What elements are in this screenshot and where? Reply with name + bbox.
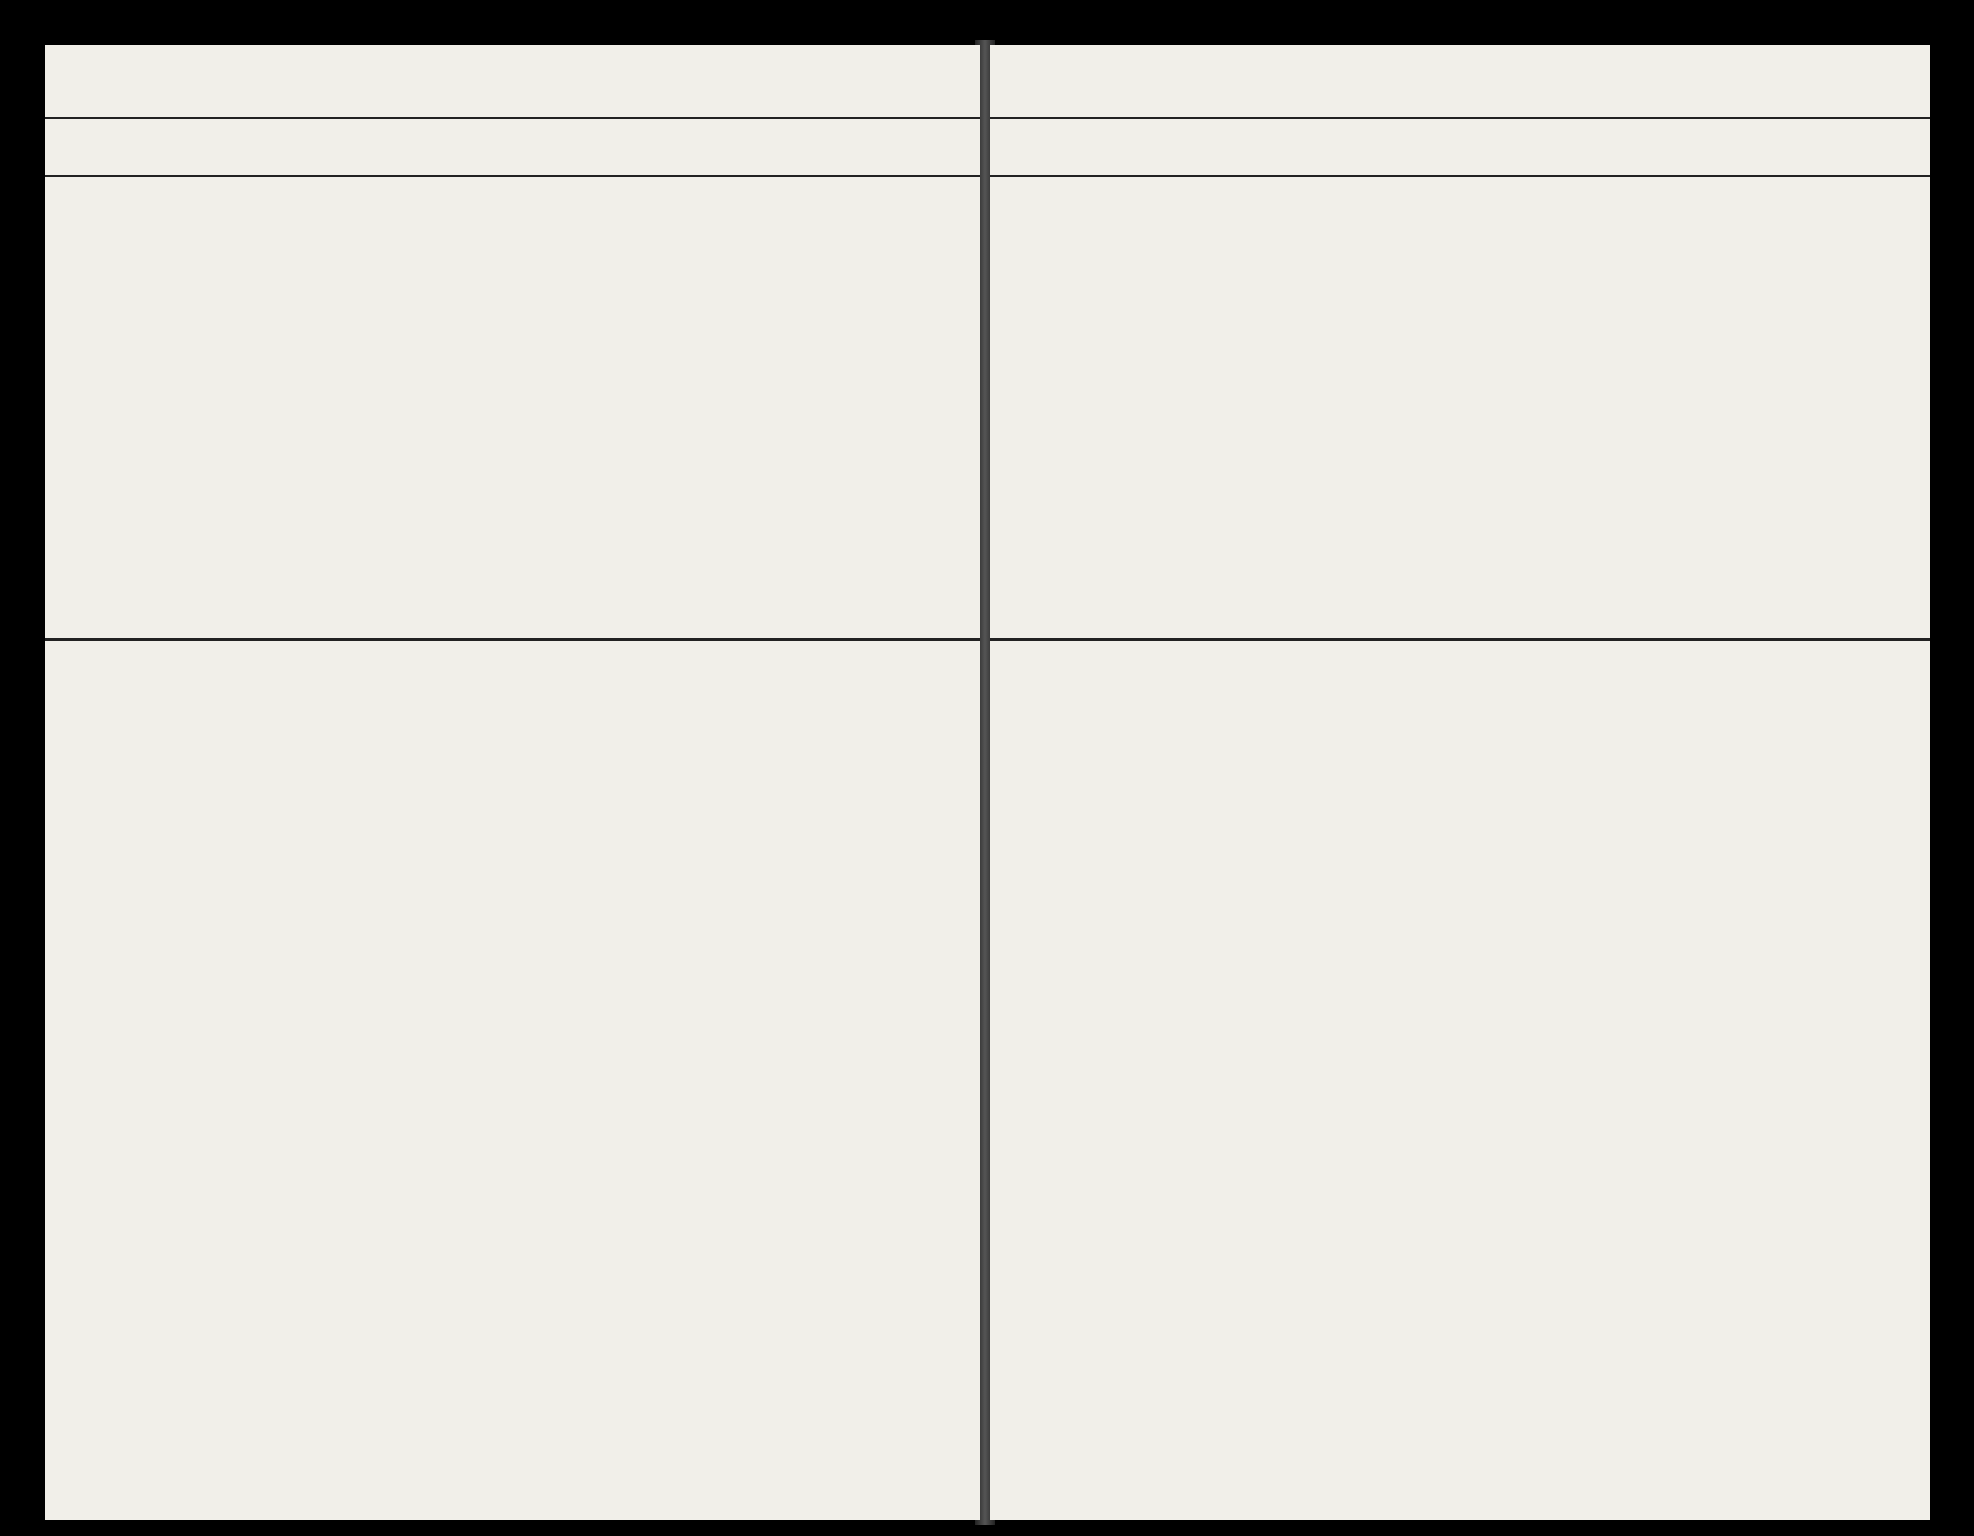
left-page (45, 45, 980, 1520)
section-divider (45, 638, 980, 641)
header-bottom-rule-right (990, 175, 1930, 177)
right-page (990, 45, 1930, 1520)
header-bottom-rule (45, 175, 980, 177)
col-header-parents (475, 137, 775, 149)
header-top-rule (45, 117, 980, 119)
section-divider-right (990, 638, 1930, 641)
col-header-remarks (1522, 123, 1722, 135)
header-top-rule-right (990, 117, 1930, 119)
